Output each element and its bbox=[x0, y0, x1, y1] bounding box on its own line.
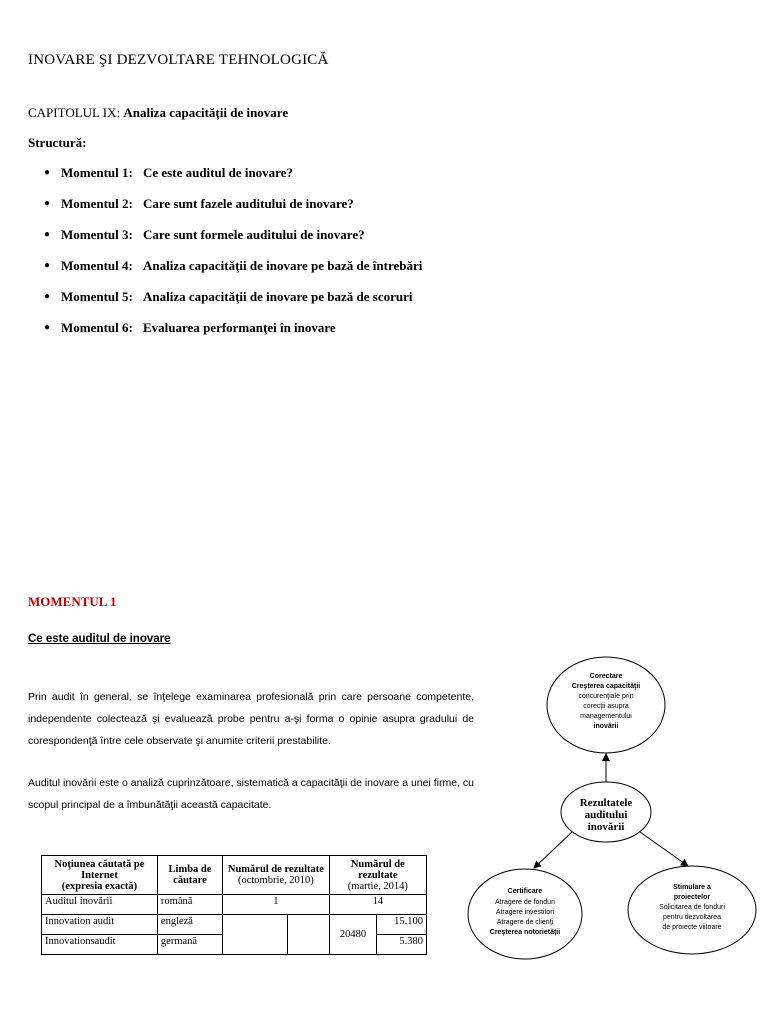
top-line-5: managementului bbox=[580, 713, 632, 720]
bullet-icon: ● bbox=[44, 260, 51, 271]
header-notion-label: Noţiunea căutată pe Internet bbox=[54, 858, 145, 881]
right-line-3: Solicitarea de fonduri bbox=[659, 904, 725, 911]
paragraph-definition: Prin audit în general, se înţelege examinarea profesională prin care persoane competente, independente colectează şi evaluează probe pentru a-şi forma o opinie asupra gradului de corespondenţă între cele observate şi anumite criterii prestabilite. bbox=[28, 691, 474, 747]
center-line-3: inovării bbox=[587, 821, 625, 833]
list-item bbox=[44, 165, 422, 196]
header-language: Limba de căutare bbox=[157, 856, 222, 895]
left-line-5: Creşterea notorietăţii bbox=[489, 929, 561, 936]
moment-text: Care sunt fazele auditului de inovare? bbox=[143, 196, 354, 211]
header-notion-sub: (expresia exactă) bbox=[61, 880, 138, 892]
cell-language: engleză bbox=[157, 915, 222, 935]
section-heading: MOMENTUL 1 bbox=[28, 594, 117, 609]
left-line-2: Atragere de fonduri bbox=[495, 899, 555, 906]
moment-label: Momentul 2: bbox=[61, 196, 133, 211]
moment-label: Momentul 1: bbox=[61, 165, 133, 180]
moment-label: Momentul 3: bbox=[61, 227, 133, 242]
table-row bbox=[42, 895, 427, 915]
section-subheading: Ce este auditul de inovare bbox=[28, 633, 171, 645]
moment-label: Momentul 6: bbox=[61, 320, 133, 335]
cell-oct: 1 bbox=[223, 895, 330, 915]
list-item bbox=[44, 289, 422, 320]
top-line-2: Creşterea capacităţii bbox=[571, 683, 641, 690]
header-results-oct-label: Numărul de rezultate bbox=[227, 864, 324, 875]
header-results-oct bbox=[223, 856, 330, 895]
cell-merged-value: 20480 bbox=[329, 915, 377, 955]
search-results-table bbox=[41, 855, 427, 955]
table-row bbox=[42, 915, 427, 935]
bullet-icon: ● bbox=[44, 167, 51, 178]
top-line-1: Corectare bbox=[589, 673, 623, 680]
center-line-1: Rezultatele bbox=[579, 797, 633, 809]
list-item bbox=[44, 227, 422, 258]
moment-text: Evaluarea performanţei în inovare bbox=[143, 320, 336, 335]
bullet-icon: ● bbox=[44, 229, 51, 240]
header-results-oct-date: (octombrie, 2010) bbox=[237, 875, 314, 886]
chapter-heading bbox=[28, 105, 288, 121]
center-line-2: auditului bbox=[584, 809, 628, 821]
cell-mar: 14 bbox=[329, 895, 426, 915]
header-notion bbox=[42, 856, 158, 895]
audit-results-diagram bbox=[460, 650, 760, 970]
list-item bbox=[44, 196, 422, 227]
left-line-4: Atragere de clienţi bbox=[496, 919, 554, 926]
moment-text: Care sunt formele auditului de inovare? bbox=[143, 227, 365, 242]
top-line-6: inovării bbox=[593, 723, 619, 730]
structure-label: Structură: bbox=[28, 135, 87, 150]
moment-list bbox=[44, 165, 422, 351]
right-line-4: pentru dezvoltarea bbox=[663, 914, 721, 921]
cell-term: Innovationsaudit bbox=[42, 935, 158, 955]
cell-language: română bbox=[157, 895, 222, 915]
moment-text: Ce este auditul de inovare? bbox=[143, 165, 293, 180]
left-line-1: Certificare bbox=[507, 888, 543, 895]
bullet-icon: ● bbox=[44, 291, 51, 302]
right-line-5: de proiecte viitoare bbox=[662, 924, 722, 931]
arrow-to-right bbox=[640, 832, 688, 866]
cell-mar: 5.380 bbox=[377, 935, 427, 955]
bullet-icon: ● bbox=[44, 198, 51, 209]
list-item bbox=[44, 320, 422, 351]
cell-language: germană bbox=[157, 935, 222, 955]
header-results-mar bbox=[329, 856, 426, 895]
left-line-3: Atragere investitori bbox=[495, 909, 555, 916]
list-item bbox=[44, 258, 422, 289]
right-line-1: Stimulare a bbox=[673, 884, 711, 891]
chapter-name: Analiza capacităţii de inovare bbox=[123, 105, 289, 120]
top-line-3: concurenţiale prin bbox=[578, 693, 634, 700]
right-line-2: proiectelor bbox=[673, 894, 711, 901]
cell-empty bbox=[223, 915, 288, 955]
header-results-mar-label: Numărul de rezultate bbox=[350, 858, 405, 881]
header-results-mar-date: (martie, 2014) bbox=[347, 880, 408, 892]
cell-term: Auditul inovării bbox=[42, 895, 158, 915]
cell-term: Innovation audit bbox=[42, 915, 158, 935]
bullet-icon: ● bbox=[44, 322, 51, 333]
moment-label: Momentul 4: bbox=[61, 258, 133, 273]
arrow-to-left bbox=[534, 832, 572, 868]
cell-empty bbox=[288, 915, 329, 955]
moment-label: Momentul 5: bbox=[61, 289, 133, 304]
paragraph-innovation-audit: Auditul inovării este o analiză cuprinzătoare, sistematică a capacităţii de inovare a unei firme, cu scopul principal de a îmbunătăţii această capacitate. bbox=[28, 777, 474, 811]
cell-mar: 15.100 bbox=[377, 915, 427, 935]
moment-text: Analiza capacităţii de inovare pe bază de scoruri bbox=[143, 289, 413, 304]
moment-text: Analiza capacităţii de inovare pe bază de întrebări bbox=[143, 258, 423, 273]
document-title: INOVARE ŞI DEZVOLTARE TEHNOLOGICĂ bbox=[28, 52, 329, 68]
top-line-4: corecţii asupra bbox=[583, 703, 629, 710]
chapter-label: CAPITOLUL IX: bbox=[28, 105, 121, 120]
table-header-row bbox=[42, 856, 427, 895]
